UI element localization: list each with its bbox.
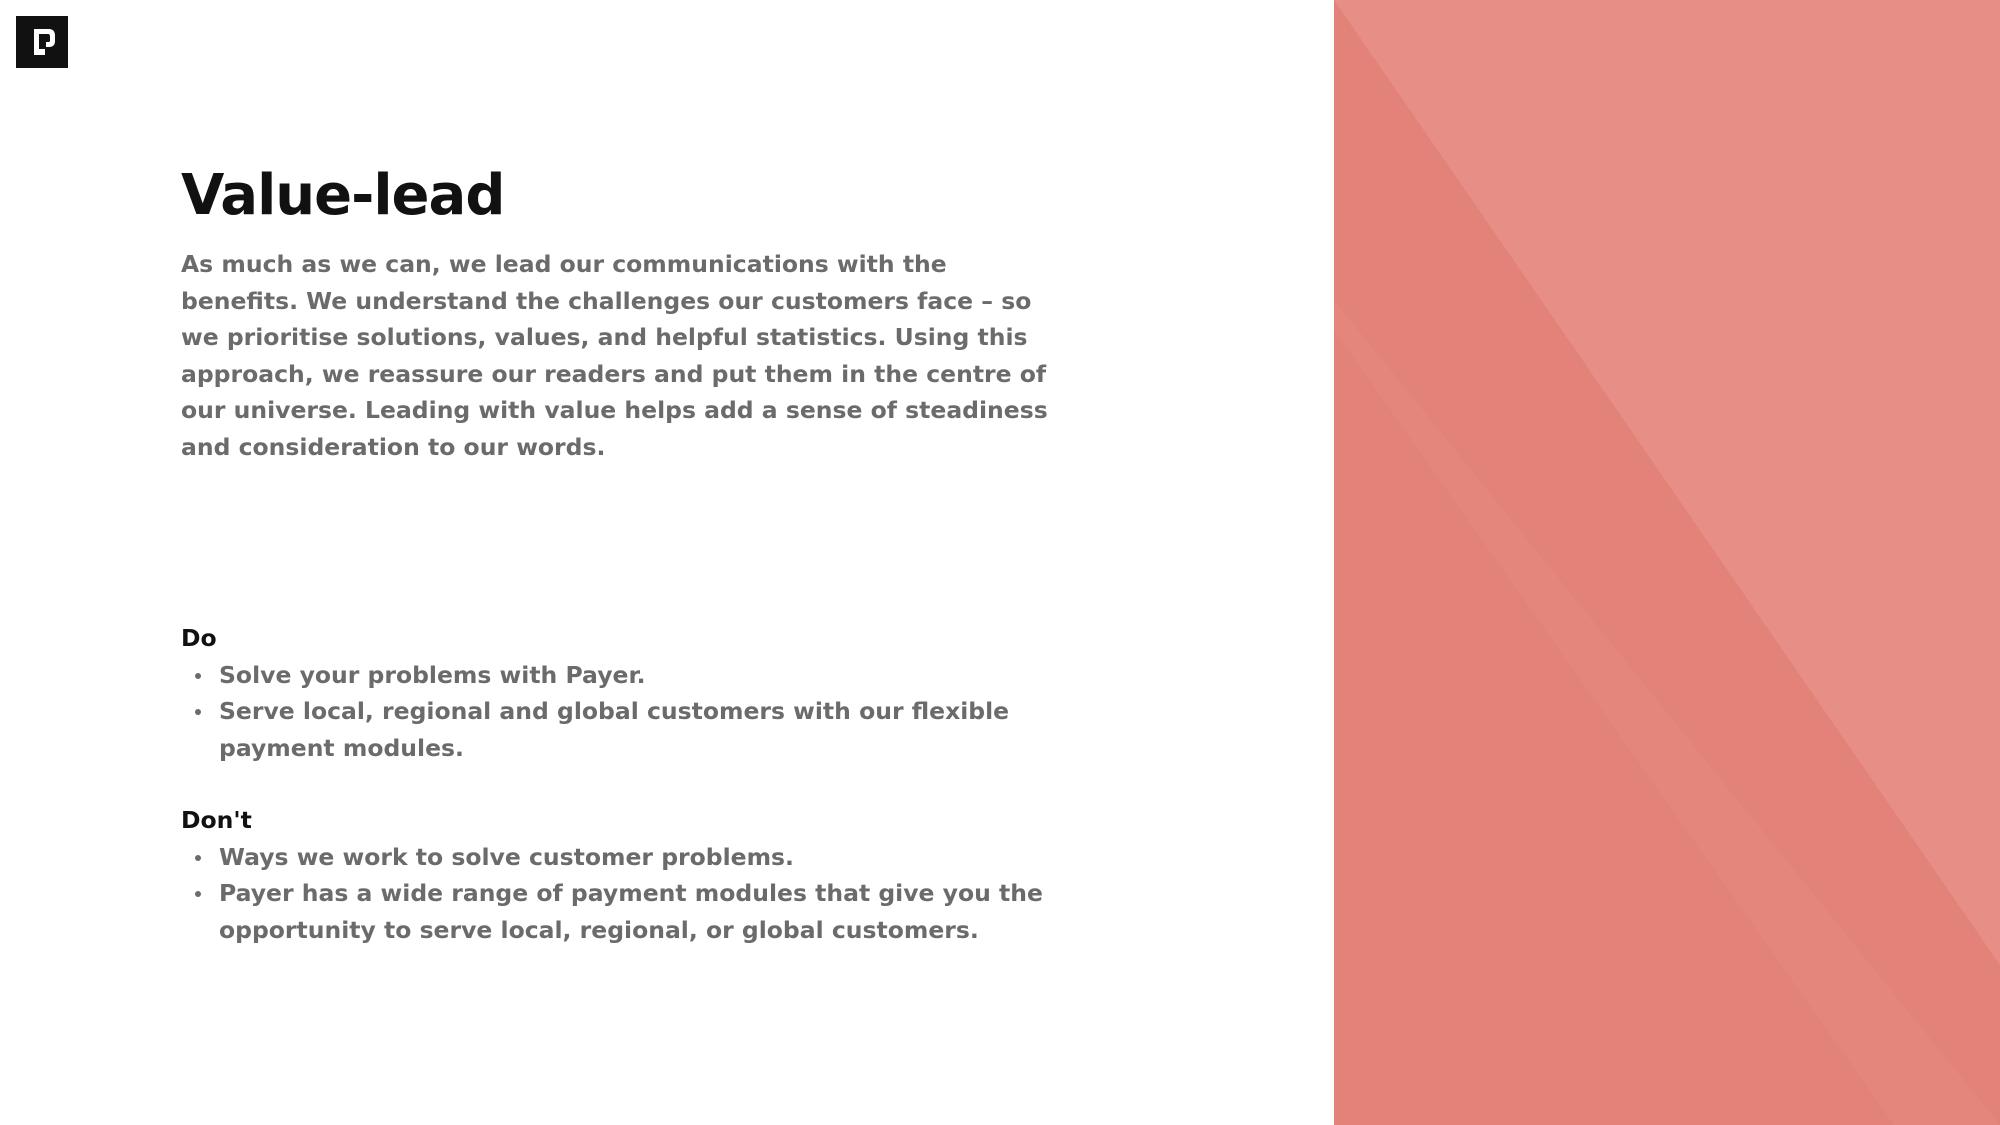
do-heading: Do	[181, 624, 217, 652]
dont-heading: Don't	[181, 806, 252, 834]
decorative-accent-panel	[1334, 0, 2000, 1125]
do-list-item: Solve your problems with Payer.	[219, 657, 1039, 694]
page-title: Value-lead	[181, 163, 505, 228]
do-list-item: Serve local, regional and global customers with our flexible payment modules.	[219, 693, 1039, 766]
dont-list-item: Payer has a wide range of payment modules that give you the opportunity to serve local, regional, or global customers.	[219, 875, 1159, 948]
content-area	[181, 150, 1181, 948]
do-list	[181, 657, 1039, 767]
intro-paragraph: As much as we can, we lead our communications with the benefits. We understand the challenges our customers face – so we prioritise solutions, values, and helpful statistics. Using this approach, we reassure our readers and put them in the centre of our universe. Leading with value helps add a sense of steadiness and consideration to our words.	[181, 250, 1048, 461]
dont-list	[181, 839, 1159, 949]
dont-list-item: Ways we work to solve customer problems.	[219, 839, 1159, 876]
payer-logo-icon	[16, 16, 68, 68]
